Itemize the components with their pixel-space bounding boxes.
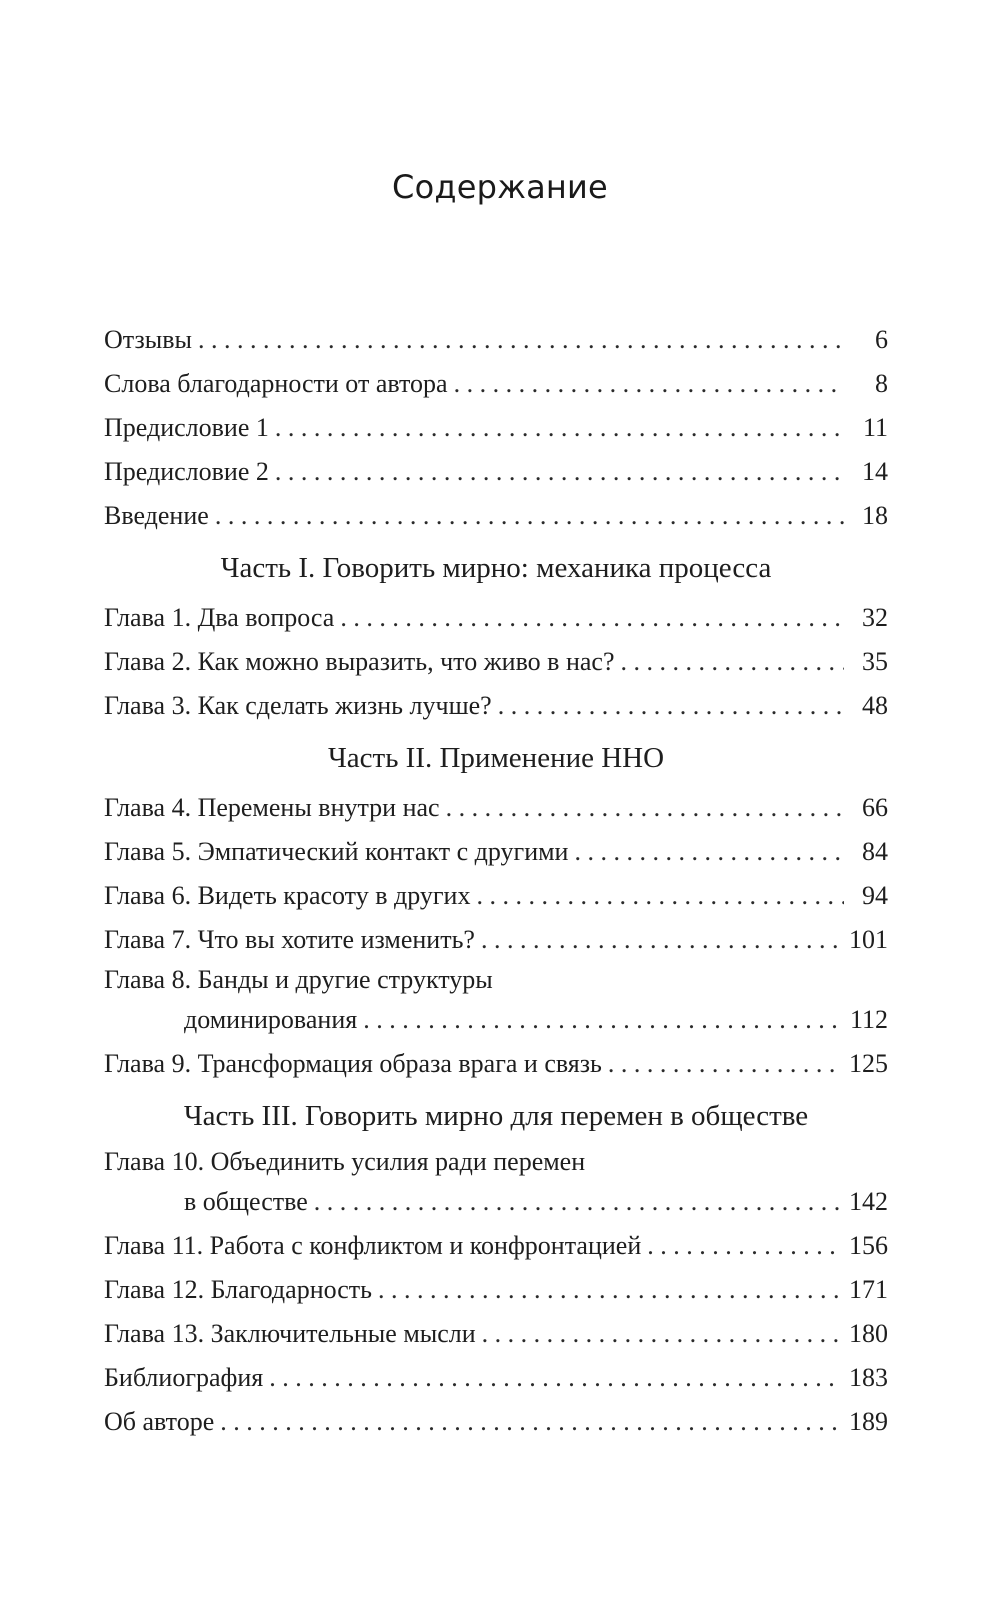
toc-entry-page: 14 (862, 457, 888, 486)
dot-leader (275, 406, 844, 450)
toc-entry-label: Глава 12. Благодарность (104, 1275, 373, 1304)
part-heading-3[interactable]: Часть III. Говорить мирно для перемен в обществе (183, 1100, 809, 1132)
toc-entry-label: Глава 4. Перемены внутри нас (104, 793, 440, 822)
toc-entry[interactable] (104, 1144, 888, 1224)
toc-entry-page: 171 (849, 1275, 888, 1304)
dot-leader (340, 596, 844, 640)
toc-entry[interactable] (104, 918, 888, 962)
toc-entry-page: 11 (862, 413, 888, 442)
toc-entry-page: 66 (862, 793, 888, 822)
dot-leader (446, 786, 844, 830)
toc-entry-page: 84 (862, 837, 888, 866)
table-of-contents (104, 318, 888, 1444)
toc-entry-label: Предисловие 1 (104, 413, 269, 442)
dot-leader (363, 998, 840, 1042)
toc-entry-label: Глава 10. Объединить усилия ради перемен (104, 1147, 586, 1176)
toc-entry-page: 48 (862, 691, 888, 720)
toc-entry[interactable] (104, 494, 888, 538)
toc-entry-label: Глава 3. Как сделать жизнь лучше? (104, 691, 492, 720)
toc-entry-page: 35 (862, 647, 888, 676)
dot-leader (454, 362, 844, 406)
toc-entry-label: Глава 1. Два вопроса (104, 603, 335, 632)
dot-leader (198, 318, 844, 362)
dot-leader (608, 1042, 839, 1086)
toc-entry-page: 6 (875, 325, 888, 354)
toc-entry[interactable] (104, 596, 888, 640)
dot-leader (275, 450, 844, 494)
dot-leader (498, 684, 844, 728)
toc-entry-label: Об авторе (104, 1407, 215, 1436)
toc-entry-page: 180 (849, 1319, 888, 1348)
toc-entry[interactable] (104, 962, 888, 1042)
dot-leader (215, 494, 844, 538)
toc-entry-label: Глава 6. Видеть красоту в других (104, 881, 471, 910)
toc-entry-page: 125 (849, 1049, 888, 1078)
toc-entry[interactable] (104, 874, 888, 918)
toc-entry[interactable] (104, 318, 888, 362)
toc-entry[interactable] (104, 830, 888, 874)
dot-leader (378, 1268, 839, 1312)
toc-entry-label: Глава 11. Работа с конфликтом и конфронтацией (104, 1231, 642, 1260)
toc-entry-page: 112 (849, 1005, 888, 1034)
page-title: Содержание (392, 168, 608, 206)
toc-entry-label: Глава 9. Трансформация образа врага и связь (104, 1049, 602, 1078)
dot-leader (220, 1400, 839, 1444)
toc-entry[interactable] (104, 786, 888, 830)
toc-entry-label-continued: в обществе (184, 1187, 308, 1216)
toc-entry-label: Введение (104, 501, 209, 530)
toc-entry-label: Библиография (104, 1363, 264, 1392)
dot-leader (647, 1224, 839, 1268)
toc-entry-label: Отзывы (104, 325, 192, 354)
toc-entry[interactable] (104, 1356, 888, 1400)
toc-entry-page: 183 (849, 1363, 888, 1392)
toc-entry-label: Глава 8. Банды и другие структуры (104, 965, 493, 994)
toc-entry[interactable] (104, 640, 888, 684)
dot-leader (314, 1180, 839, 1224)
toc-entry-label: Предисловие 2 (104, 457, 269, 486)
toc-entry-label: Слова благодарности от автора (104, 369, 448, 398)
dot-leader (269, 1356, 839, 1400)
toc-entry-label: Глава 7. Что вы хотите изменить? (104, 925, 475, 954)
dot-leader (482, 1312, 839, 1356)
toc-entry[interactable] (104, 1312, 888, 1356)
toc-entry-page: 142 (849, 1187, 888, 1216)
toc-entry-label-continued: доминирования (184, 1005, 358, 1034)
toc-entry-page: 94 (862, 881, 888, 910)
toc-entry[interactable] (104, 1042, 888, 1086)
toc-entry-label: Глава 13. Заключительные мысли (104, 1319, 476, 1348)
toc-entry[interactable] (104, 450, 888, 494)
toc-entry[interactable] (104, 1268, 888, 1312)
dot-leader (621, 640, 845, 684)
dot-leader (481, 918, 839, 962)
toc-entry-page: 156 (849, 1231, 888, 1260)
toc-entry[interactable] (104, 684, 888, 728)
toc-entry-page: 18 (862, 501, 888, 530)
toc-entry-page: 8 (875, 369, 888, 398)
toc-entry-label: Глава 5. Эмпатический контакт с другими (104, 837, 569, 866)
toc-entry[interactable] (104, 1224, 888, 1268)
toc-entry-page: 189 (849, 1407, 888, 1436)
dot-leader (574, 830, 844, 874)
part-heading-2[interactable]: Часть II. Применение ННО (327, 742, 665, 774)
toc-entry-page: 101 (849, 925, 888, 954)
toc-entry-page: 32 (862, 603, 888, 632)
toc-entry[interactable] (104, 1400, 888, 1444)
dot-leader (476, 874, 844, 918)
toc-entry[interactable] (104, 406, 888, 450)
part-heading-1[interactable]: Часть I. Говорить мирно: механика процесса (220, 552, 772, 584)
toc-entry[interactable] (104, 362, 888, 406)
toc-entry-label: Глава 2. Как можно выразить, что живо в нас? (104, 647, 615, 676)
